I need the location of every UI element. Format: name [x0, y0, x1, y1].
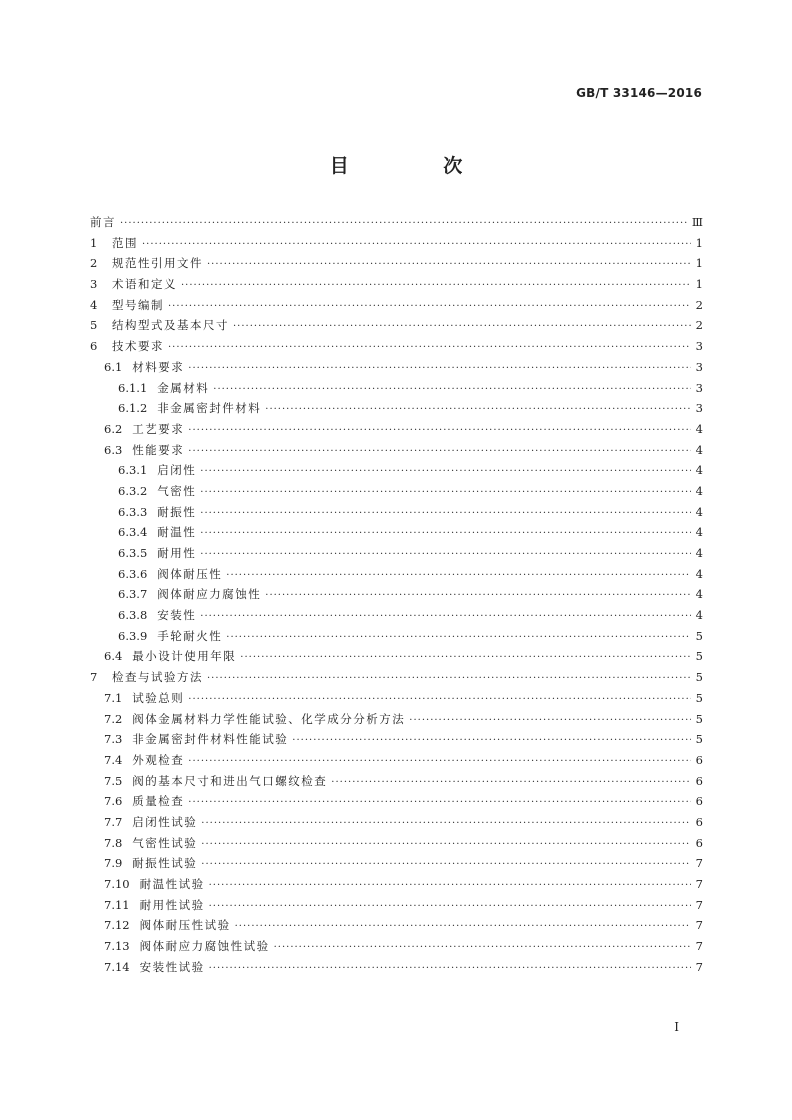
toc-entry-number: 7.9 — [104, 856, 123, 871]
toc-entry-number: 3 — [90, 277, 98, 292]
toc-entry-page: 5 — [695, 628, 703, 643]
toc-entry[interactable] — [90, 607, 703, 628]
toc-entry-page: 2 — [695, 297, 703, 312]
toc-entry[interactable] — [90, 917, 703, 938]
toc-entry-label: 范围 — [112, 235, 138, 250]
toc-entry-number: 6.3.7 — [118, 587, 148, 602]
toc-entry-page: 5 — [695, 670, 703, 685]
toc-entry-label: 阀体金属材料力学性能试验、化学成分分析方法 — [132, 711, 406, 726]
toc-entry-number: 7.5 — [104, 773, 123, 788]
toc-entry-label: 安装性试验 — [139, 959, 205, 974]
toc-entry-number: 7.3 — [104, 732, 123, 747]
toc-entry-label: 材料要求 — [132, 359, 185, 374]
toc-entry[interactable] — [90, 690, 703, 711]
standard-code: GB/T 33146—2016 — [576, 86, 702, 100]
toc-entry-number: 6.2 — [104, 421, 123, 436]
toc-leader-dots — [213, 384, 691, 395]
toc-leader-dots — [200, 487, 691, 498]
toc-entry-page: 5 — [695, 649, 703, 664]
toc-leader-dots — [265, 404, 691, 415]
toc-entry[interactable] — [90, 793, 703, 814]
toc-entry[interactable] — [90, 235, 703, 256]
toc-entry-number: 7.13 — [104, 939, 130, 954]
toc-entry-number: 4 — [90, 297, 98, 312]
toc-leader-dots — [200, 466, 691, 477]
toc-entry-label: 气密性试验 — [132, 835, 198, 850]
toc-entry-number: 6.3.2 — [118, 483, 148, 498]
toc-entry-number: 6.3.9 — [118, 628, 148, 643]
toc-entry-label: 耐用性 — [157, 546, 197, 560]
toc-entry[interactable] — [90, 483, 703, 504]
toc-entry-page: 6 — [695, 814, 703, 829]
toc-entry-label: 阀体耐压性试验 — [139, 918, 231, 933]
toc-entry-number: 6 — [90, 339, 98, 354]
toc-entry-page: 2 — [695, 318, 703, 333]
toc-entry[interactable] — [90, 814, 703, 835]
toc-leader-dots — [200, 508, 691, 519]
toc-entry-label: 耐用性试验 — [139, 897, 205, 912]
toc-entry-page: 4 — [695, 463, 703, 478]
toc-leader-dots — [142, 239, 691, 250]
toc-leader-dots — [188, 446, 691, 457]
toc-entry-page: 7 — [695, 939, 703, 954]
toc-entry-label: 技术要求 — [112, 339, 164, 354]
toc-entry-number: 6.3.6 — [118, 566, 148, 581]
toc-entry-label: 阀体耐应力腐蚀性试验 — [139, 939, 270, 954]
toc-entry[interactable] — [90, 524, 703, 545]
toc-leader-dots — [274, 942, 691, 953]
toc-entry-number: 6.3.5 — [118, 546, 148, 560]
toc-entry[interactable] — [90, 462, 703, 483]
toc-entry-page: 4 — [695, 587, 703, 602]
toc-entry-page: 5 — [695, 711, 703, 726]
toc-entry[interactable] — [90, 752, 703, 773]
toc-entry[interactable] — [90, 876, 703, 897]
toc-entry-page: 4 — [695, 525, 703, 540]
toc-entry-label: 结构型式及基本尺寸 — [112, 318, 229, 333]
toc-entry-label: 耐振性 — [157, 504, 197, 519]
toc-entry-page: 5 — [695, 690, 703, 705]
toc-entry-label: 启闭性 — [157, 463, 197, 478]
toc-entry-page: Ⅲ — [691, 215, 703, 229]
toc-entry[interactable] — [90, 959, 703, 980]
page-number: I — [674, 1020, 679, 1034]
toc-entry-page: 3 — [695, 401, 703, 416]
toc-entry-page: 7 — [695, 877, 703, 891]
toc-entry-page: 3 — [695, 380, 703, 395]
toc-entry-number: 7.8 — [104, 835, 123, 850]
toc-entry-label: 耐温性试验 — [139, 877, 205, 891]
toc-leader-dots — [233, 321, 691, 332]
toc-entry[interactable] — [90, 938, 703, 959]
toc-entry[interactable] — [90, 566, 703, 587]
toc-entry[interactable] — [90, 669, 703, 690]
toc-entry-number: 5 — [90, 318, 98, 333]
toc-entry[interactable] — [90, 504, 703, 525]
toc-leader-dots — [292, 735, 691, 746]
toc-entry-label: 阀体耐应力腐蚀性 — [157, 587, 262, 602]
toc-entry-number: 7.7 — [104, 814, 123, 829]
toc-leader-dots — [200, 549, 691, 560]
toc-leader-dots — [240, 652, 691, 663]
toc-leader-dots — [168, 301, 691, 312]
toc-leader-dots — [409, 715, 691, 726]
toc-entry-number: 7.14 — [104, 959, 130, 974]
toc-entry-page: 4 — [695, 546, 703, 560]
toc-entry-number: 7.11 — [104, 897, 130, 912]
toc-entry-page: 4 — [695, 566, 703, 581]
toc-entry-label: 非金属密封件材料性能试验 — [132, 732, 289, 747]
toc-entry-page: 6 — [695, 773, 703, 788]
toc-leader-dots — [168, 342, 691, 353]
toc-entry-number: 7 — [90, 670, 98, 685]
toc-entry-page: 5 — [695, 732, 703, 747]
toc-leader-dots — [188, 756, 691, 767]
toc-entry[interactable] — [90, 338, 703, 359]
page-title: 目 次 — [329, 155, 507, 177]
toc-entry-page: 7 — [695, 918, 703, 933]
toc-entry-label: 阀的基本尺寸和进出气口螺纹检查 — [132, 773, 328, 788]
toc-entry-page: 7 — [695, 856, 703, 871]
toc-leader-dots — [209, 901, 691, 912]
toc-entry-label: 阀体耐压性 — [157, 566, 223, 581]
toc-leader-dots — [188, 797, 691, 808]
toc-entry-label: 外观检查 — [132, 752, 185, 767]
toc-entry[interactable] — [90, 255, 703, 276]
toc-entry-page: 1 — [695, 235, 703, 250]
toc-entry-page: 4 — [695, 504, 703, 519]
toc-leader-dots — [226, 570, 691, 581]
toc-entry-page: 3 — [695, 359, 703, 374]
toc-entry[interactable] — [90, 442, 703, 463]
toc-entry-number: 6.3.8 — [118, 608, 148, 623]
toc-entry-label: 规范性引用文件 — [112, 256, 203, 271]
table-of-contents — [90, 214, 703, 979]
toc-leader-dots — [265, 590, 691, 601]
toc-entry-page: 6 — [695, 794, 703, 809]
toc-entry[interactable] — [90, 421, 703, 442]
toc-entry[interactable] — [90, 400, 703, 421]
toc-leader-dots — [226, 632, 691, 643]
toc-entry-page: 6 — [695, 752, 703, 767]
toc-entry-label: 手轮耐火性 — [157, 628, 223, 643]
toc-entry-page: 4 — [695, 483, 703, 498]
toc-entry-label: 启闭性试验 — [132, 814, 198, 829]
toc-entry-number: 6.3.1 — [118, 463, 148, 478]
toc-leader-dots — [188, 694, 691, 705]
toc-entry-number: 1 — [90, 235, 98, 250]
toc-entry-page: 4 — [695, 442, 703, 457]
toc-entry-page: 7 — [695, 897, 703, 912]
toc-entry-number: 6.4 — [104, 649, 123, 664]
toc-entry[interactable] — [90, 545, 703, 566]
toc-entry-label: 质量检查 — [132, 794, 185, 809]
toc-leader-dots — [209, 880, 691, 891]
toc-leader-dots — [200, 611, 691, 622]
toc-entry-number: 6.3.3 — [118, 504, 148, 519]
toc-entry[interactable] — [90, 276, 703, 297]
toc-leader-dots — [235, 921, 691, 932]
toc-entry-number: 6.1 — [104, 359, 123, 374]
toc-entry[interactable] — [90, 359, 703, 380]
toc-leader-dots — [207, 673, 691, 684]
toc-entry[interactable] — [90, 297, 703, 318]
toc-entry[interactable] — [90, 648, 703, 669]
toc-entry[interactable] — [90, 317, 703, 338]
toc-entry[interactable] — [90, 855, 703, 876]
toc-entry-label: 耐温性 — [157, 525, 197, 540]
toc-entry-number: 7.2 — [104, 711, 123, 726]
toc-entry-label: 试验总则 — [132, 690, 185, 705]
toc-entry-page: 1 — [695, 277, 703, 292]
toc-leader-dots — [201, 839, 691, 850]
toc-entry-number: 2 — [90, 256, 98, 271]
toc-leader-dots — [181, 280, 691, 291]
toc-leader-dots — [201, 859, 691, 870]
toc-entry-label: 最小设计使用年限 — [132, 649, 237, 664]
toc-entry-label: 检查与试验方法 — [112, 670, 203, 685]
toc-entry-number: 6.1.1 — [118, 380, 148, 395]
toc-entry[interactable] — [90, 711, 703, 732]
toc-leader-dots — [209, 963, 691, 974]
toc-leader-dots — [201, 818, 691, 829]
toc-entry[interactable] — [90, 380, 703, 401]
toc-entry-page: 4 — [695, 421, 703, 436]
toc-entry-label: 金属材料 — [157, 380, 210, 395]
toc-entry-number: 7.4 — [104, 752, 123, 767]
toc-entry[interactable] — [90, 773, 703, 794]
toc-entry[interactable] — [90, 835, 703, 856]
toc-entry-number: 6.3.4 — [118, 525, 148, 540]
toc-entry[interactable] — [90, 897, 703, 918]
toc-entry-label: 性能要求 — [132, 442, 185, 457]
toc-entry-label: 术语和定义 — [112, 277, 177, 292]
toc-leader-dots — [188, 363, 691, 374]
toc-entry-number: 7.10 — [104, 877, 130, 891]
toc-entry-label: 工艺要求 — [132, 421, 185, 436]
toc-leader-dots — [200, 528, 691, 539]
toc-entry[interactable] — [90, 586, 703, 607]
toc-entry-number: 6.1.2 — [118, 401, 148, 416]
toc-entry-number: 7.6 — [104, 794, 123, 809]
toc-entry-label: 非金属密封件材料 — [157, 401, 262, 416]
toc-entry-number: 6.3 — [104, 442, 123, 457]
toc-entry-page: 6 — [695, 835, 703, 850]
toc-entry-label: 前言 — [90, 215, 116, 229]
toc-entry-page: 1 — [695, 256, 703, 271]
toc-entry[interactable] — [90, 628, 703, 649]
toc-entry-label: 气密性 — [157, 483, 197, 498]
toc-entry-number: 7.12 — [104, 918, 130, 933]
toc-entry[interactable] — [90, 731, 703, 752]
toc-entry-page: 3 — [695, 339, 703, 354]
toc-entry-page: 4 — [695, 608, 703, 623]
toc-leader-dots — [331, 777, 691, 788]
toc-leader-dots — [120, 218, 688, 229]
toc-leader-dots — [188, 425, 691, 436]
toc-entry-label: 安装性 — [157, 608, 197, 623]
toc-entry-page: 7 — [695, 959, 703, 974]
toc-entry-number: 7.1 — [104, 690, 123, 705]
toc-entry-label: 型号编制 — [112, 297, 164, 312]
toc-entry-label: 耐振性试验 — [132, 856, 198, 871]
toc-entry[interactable] — [90, 214, 703, 235]
toc-leader-dots — [207, 259, 691, 270]
